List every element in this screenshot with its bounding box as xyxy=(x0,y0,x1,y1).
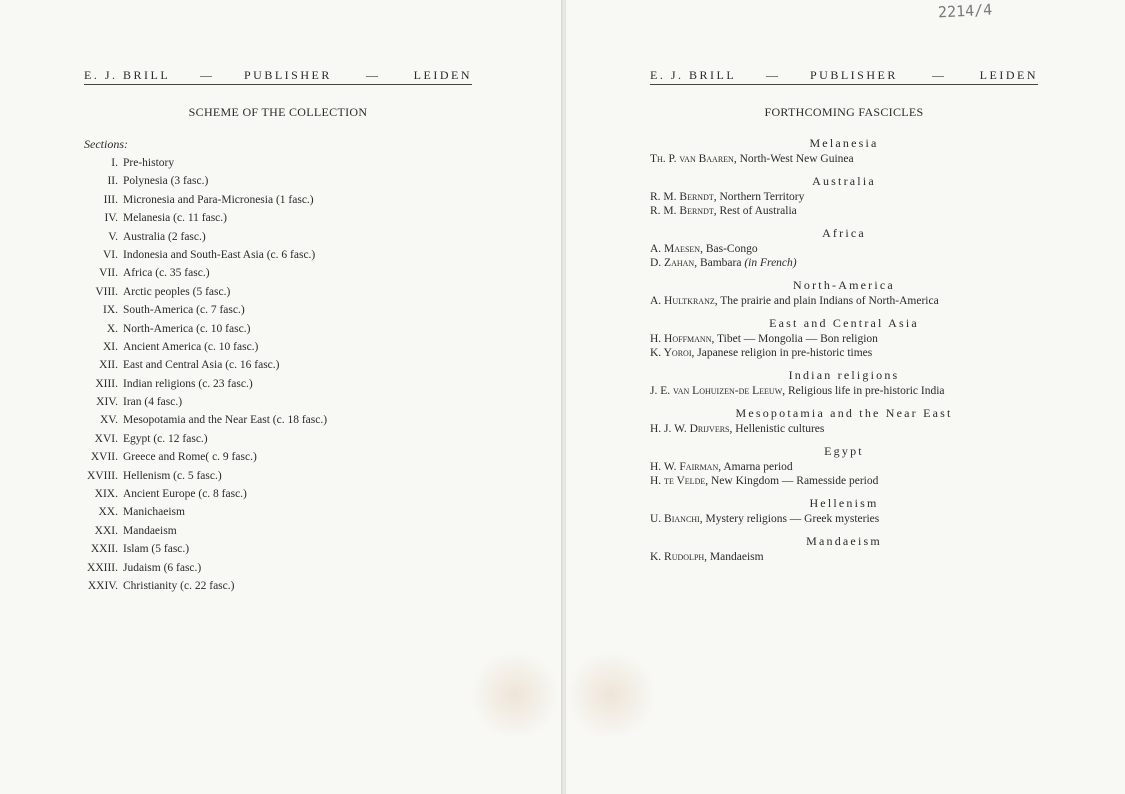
fascicle-entry xyxy=(650,550,1038,564)
section-item xyxy=(78,175,209,193)
section-text: Africa (c. 35 fasc.) xyxy=(123,267,210,280)
entry-title: , Bas-Congo xyxy=(700,243,758,255)
group-heading: Hellenism xyxy=(809,496,879,510)
entry-title: , Rest of Australia xyxy=(713,205,797,217)
fascicle-entry xyxy=(650,242,1038,256)
section-text: Iran (4 fasc.) xyxy=(123,396,183,409)
header-dash: — xyxy=(200,68,215,82)
group-heading: Egypt xyxy=(824,444,864,458)
entry-author: A. Maesen xyxy=(650,243,701,255)
entry-title: , Amarna period xyxy=(718,461,793,473)
header-publisher: PUBLISHER xyxy=(810,68,898,82)
section-item xyxy=(78,359,280,377)
group-heading: Mandaeism xyxy=(806,534,882,548)
section-item xyxy=(78,267,210,285)
group-heading: Indian religions xyxy=(788,368,900,382)
section-text: Islam (5 fasc.) xyxy=(123,543,190,556)
entry-title: , Northern Territory xyxy=(713,191,805,203)
section-number: IV. xyxy=(104,212,118,225)
entry-author: J. E. van Lohuizen-de Leeuw xyxy=(650,385,783,397)
section-item xyxy=(78,414,328,432)
fascicle-group xyxy=(650,224,1038,270)
group-heading: Australia xyxy=(812,174,876,188)
section-number: VIII. xyxy=(95,285,118,298)
section-item xyxy=(78,579,235,598)
fascicle-group xyxy=(650,276,1038,308)
section-number: XIX. xyxy=(94,488,118,501)
entry-note: (in French) xyxy=(744,257,797,269)
section-text: Ancient Europe (c. 8 fasc.) xyxy=(123,488,247,501)
fascicle-entry xyxy=(650,332,1038,346)
fascicle-entry xyxy=(650,512,1038,526)
right-running-header xyxy=(650,68,1038,85)
entry-author: H. W. Fairman xyxy=(650,461,719,473)
section-item xyxy=(78,543,190,561)
sections-list xyxy=(78,157,328,598)
section-number: XXIV. xyxy=(87,579,118,592)
fascicle-group xyxy=(650,404,1038,436)
fascicle-entry xyxy=(650,204,1038,218)
section-text: Melanesia (c. 11 fasc.) xyxy=(123,212,227,225)
section-item xyxy=(78,212,227,230)
sections-label: Sections: xyxy=(84,137,128,151)
entry-title: , Tibet — Mongolia — Bon religion xyxy=(711,333,878,345)
section-text: Indian religions (c. 23 fasc.) xyxy=(123,377,253,390)
fascicle-group xyxy=(650,314,1038,360)
section-number: VII. xyxy=(99,267,118,280)
section-text: Indonesia and South-East Asia (c. 6 fasc.) xyxy=(123,248,316,261)
section-number: XV. xyxy=(99,414,118,427)
section-text: Hellenism (c. 5 fasc.) xyxy=(123,469,222,482)
group-heading: East and Central Asia xyxy=(769,316,919,330)
section-text: Pre-history xyxy=(123,157,175,169)
section-number: XVI. xyxy=(94,432,118,445)
group-heading: Mesopotamia and the Near East xyxy=(735,406,953,420)
entry-author: R. M. Berndt xyxy=(650,191,714,203)
section-number: XIV. xyxy=(96,396,118,409)
fascicle-group xyxy=(650,532,1038,564)
section-text: Mesopotamia and the Near East (c. 18 fasc.) xyxy=(123,414,328,427)
section-number: XI. xyxy=(102,340,118,353)
section-number: XVIII. xyxy=(87,469,118,482)
fascicle-group xyxy=(650,366,1038,398)
entry-title: , The prairie and plain Indians of North-America xyxy=(714,295,939,307)
right-page xyxy=(566,0,1125,794)
section-item xyxy=(78,157,175,175)
entry-author: Th. P. van Baaren xyxy=(650,153,734,165)
section-item xyxy=(78,230,206,249)
fascicle-entry xyxy=(650,422,1038,436)
section-text: South-America (c. 7 fasc.) xyxy=(123,304,245,317)
fascicle-entry xyxy=(650,256,1038,270)
paper-stain xyxy=(470,650,560,740)
section-text: Ancient America (c. 10 fasc.) xyxy=(123,340,259,353)
section-number: XVII. xyxy=(90,451,118,464)
section-number: III. xyxy=(103,193,118,206)
entry-author: U. Bianchi xyxy=(650,513,700,525)
section-text: Egypt (c. 12 fasc.) xyxy=(123,432,208,445)
paper-stain xyxy=(566,650,656,740)
handwritten-note: 2214/4 xyxy=(937,0,993,22)
section-number: XXI. xyxy=(94,524,118,537)
entry-author: R. M. Berndt xyxy=(650,205,714,217)
section-text: East and Central Asia (c. 16 fasc.) xyxy=(123,359,280,372)
section-number: XXII. xyxy=(90,543,118,556)
page-title: SCHEME OF THE COLLECTION xyxy=(188,105,368,119)
section-number: V. xyxy=(108,230,118,243)
section-item xyxy=(78,524,177,543)
section-number: XII. xyxy=(99,359,118,372)
section-item xyxy=(78,451,257,469)
section-text: North-America (c. 10 fasc.) xyxy=(123,322,251,335)
fascicle-entry xyxy=(650,474,1038,488)
section-item xyxy=(78,193,314,212)
entry-title: , New Kingdom — Ramesside period xyxy=(705,475,879,487)
entry-author: D. Zahan xyxy=(650,257,695,269)
entry-title: , Religious life in pre-historic India xyxy=(782,385,945,397)
section-item xyxy=(78,304,245,322)
header-brill: E. J. BRILL xyxy=(84,68,171,82)
section-number: II. xyxy=(107,175,118,188)
group-heading: Africa xyxy=(822,226,866,240)
header-leiden: LEIDEN xyxy=(413,68,472,82)
entry-author: A. Hultkranz xyxy=(650,295,715,307)
entry-title: , Bambara xyxy=(694,257,745,269)
section-item xyxy=(78,432,208,451)
section-item xyxy=(78,561,202,580)
group-heading: Melanesia xyxy=(809,136,879,150)
header-publisher: PUBLISHER xyxy=(244,68,332,82)
section-item xyxy=(78,396,183,414)
section-item xyxy=(78,285,231,304)
section-text: Mandaeism xyxy=(123,524,177,537)
section-text: Polynesia (3 fasc.) xyxy=(123,175,209,188)
section-item xyxy=(78,322,251,341)
header-dash: — xyxy=(766,68,781,82)
section-number: XIII. xyxy=(95,377,118,390)
entry-title: , Japanese religion in pre-historic times xyxy=(691,347,873,359)
header-dash: — xyxy=(932,68,947,82)
entry-author: K. Yoroi xyxy=(650,347,692,359)
section-text: Micronesia and Para-Micronesia (1 fasc.) xyxy=(123,193,314,206)
entry-author: K. Rudolph xyxy=(650,551,705,563)
section-text: Greece and Rome( c. 9 fasc.) xyxy=(123,451,257,464)
section-number: X. xyxy=(106,322,118,335)
section-text: Christianity (c. 22 fasc.) xyxy=(123,579,235,592)
fascicle-entry xyxy=(650,346,1038,360)
fascicle-entry xyxy=(650,294,1038,308)
section-number: I. xyxy=(111,157,118,169)
section-text: Arctic peoples (5 fasc.) xyxy=(123,285,231,298)
fascicle-group xyxy=(650,494,1038,526)
entry-title: , Mandaeism xyxy=(704,551,764,563)
group-heading: North-America xyxy=(793,278,895,292)
entry-title: , Hellenistic cultures xyxy=(729,423,825,435)
fascicle-entry xyxy=(650,152,1038,166)
fascicle-entry xyxy=(650,190,1038,204)
forthcoming-list xyxy=(650,134,1038,570)
fascicle-entry xyxy=(650,384,1038,398)
section-item xyxy=(78,488,247,506)
section-text: Australia (2 fasc.) xyxy=(123,230,206,243)
section-text: Judaism (6 fasc.) xyxy=(123,561,202,574)
section-number: IX. xyxy=(102,304,118,317)
header-dash: — xyxy=(366,68,381,82)
fascicle-group xyxy=(650,172,1038,218)
entry-author: H. J. W. Drijvers xyxy=(650,423,730,435)
section-item xyxy=(78,248,316,267)
header-brill: E. J. BRILL xyxy=(650,68,737,82)
section-text: Manichaeism xyxy=(123,506,185,519)
entry-author: H. te Velde xyxy=(650,475,706,487)
header-leiden: LEIDEN xyxy=(979,68,1038,82)
section-item xyxy=(78,340,259,359)
entry-title: , North-West New Guinea xyxy=(733,153,854,165)
left-running-header xyxy=(84,68,472,85)
section-number: XXIII. xyxy=(87,561,118,574)
section-item xyxy=(78,506,185,524)
fascicle-entry xyxy=(650,460,1038,474)
page-title: FORTHCOMING FASCICLES xyxy=(764,105,924,119)
entry-author: H. Hoffmann xyxy=(650,333,712,345)
fascicle-group xyxy=(650,442,1038,488)
section-number: VI. xyxy=(102,248,118,261)
section-item xyxy=(78,377,253,396)
section-number: XX. xyxy=(98,506,118,519)
section-item xyxy=(78,469,222,488)
entry-title: , Mystery religions — Greek mysteries xyxy=(699,513,880,525)
fascicle-group xyxy=(650,134,1038,166)
